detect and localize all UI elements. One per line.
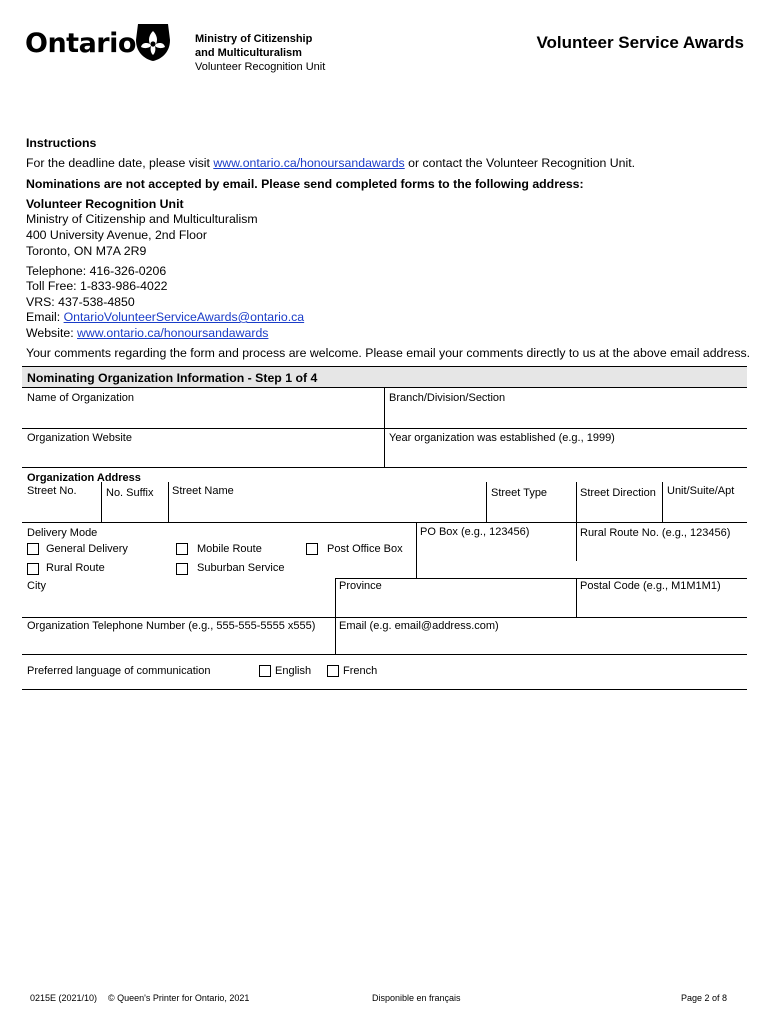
post-office-box-checkbox[interactable] — [306, 543, 318, 555]
divider — [22, 522, 747, 523]
mobile-route-label: Mobile Route — [197, 543, 262, 555]
english-label: English — [275, 665, 312, 677]
preferred-language-label: Preferred language of communication — [27, 665, 211, 677]
comments-text: Your comments regarding the form and process are welcome. Please email your comments directly to us at the above email address. — [26, 346, 751, 360]
street-no-label: Street No. — [27, 485, 77, 497]
rural-route-no-label: Rural Route No. (e.g., 123456) — [580, 527, 731, 539]
address-line1: Ministry of Citizenship and Multiculturalism — [26, 212, 258, 226]
divider — [168, 482, 169, 522]
website-prefix: Website: — [26, 326, 78, 340]
toll-free-text: Toll Free: 1-833-986-4022 — [26, 279, 168, 293]
divider — [22, 467, 747, 468]
name-of-organization-input[interactable] — [24, 406, 384, 428]
form-number: 0215E (2021/10) — [30, 993, 98, 1003]
divider — [662, 482, 663, 522]
divider — [336, 578, 747, 579]
general-delivery-checkbox[interactable] — [27, 543, 39, 555]
organization-telephone-label: Organization Telephone Number (e.g., 555-555-5555 x555) — [27, 620, 316, 632]
po-box-label: PO Box (e.g., 123456) — [420, 526, 530, 538]
ministry-name-line1: Ministry of Citizenship — [195, 33, 313, 45]
province-input[interactable] — [337, 595, 575, 617]
divider — [22, 617, 747, 618]
street-type-label: Street Type — [491, 487, 548, 499]
postal-code-input[interactable] — [578, 595, 746, 617]
no-suffix-label: No. Suffix — [106, 487, 154, 499]
delivery-mode-label: Delivery Mode — [27, 527, 98, 539]
divider — [22, 428, 747, 429]
honours-awards-link[interactable]: www.ontario.ca/honoursandawards — [213, 156, 405, 170]
address-line2: 400 University Avenue, 2nd Floor — [26, 228, 207, 242]
unit-suite-label: Unit/Suite/Apt — [667, 485, 735, 497]
divider — [416, 522, 417, 579]
no-suffix-input[interactable] — [103, 500, 167, 522]
suburban-service-label: Suburban Service — [197, 562, 285, 574]
organization-website-label: Organization Website — [27, 432, 132, 444]
rural-route-no-input[interactable] — [578, 542, 746, 578]
vrs-text: VRS: 437-538-4850 — [26, 295, 135, 309]
year-established-label: Year organization was established (e.g., 1999) — [389, 432, 615, 444]
street-direction-input[interactable] — [578, 500, 661, 522]
address-line3: Toronto, ON M7A 2R9 — [26, 244, 147, 258]
ontario-logo-text: Ontario — [25, 28, 136, 59]
email-prefix: Email: — [26, 310, 64, 324]
unit-suite-input[interactable] — [664, 500, 746, 522]
name-of-organization-label: Name of Organization — [27, 392, 134, 404]
rural-route-label: Rural Route — [46, 562, 105, 574]
ministry-name-line2: and Multiculturalism — [195, 47, 302, 59]
rural-route-checkbox[interactable] — [27, 563, 39, 575]
french-checkbox[interactable] — [327, 665, 339, 677]
postal-code-label: Postal Code (e.g., M1M1M1) — [580, 580, 721, 592]
unit-name: Volunteer Recognition Unit — [195, 61, 326, 73]
divider — [335, 578, 336, 654]
email-text — [26, 310, 304, 326]
street-no-input[interactable] — [24, 500, 100, 522]
english-checkbox[interactable] — [259, 665, 271, 677]
divider — [22, 654, 747, 655]
mobile-route-checkbox[interactable] — [176, 543, 188, 555]
branch-label: Branch/Division/Section — [389, 392, 506, 404]
city-input[interactable] — [24, 595, 334, 617]
deadline-prefix: For the deadline date, please visit — [26, 156, 214, 170]
email-label: Email (e.g. email@address.com) — [339, 620, 499, 632]
deadline-suffix: or contact the Volunteer Recognition Unit. — [404, 156, 636, 170]
french-available: Disponible en français — [372, 993, 461, 1003]
form-title: Volunteer Service Awards — [536, 33, 744, 52]
province-label: Province — [339, 580, 382, 592]
divider — [576, 578, 577, 618]
ontario-trillium-icon — [134, 22, 172, 62]
email-notice: Nominations are not accepted by email. Please send completed forms to the following address: — [26, 177, 584, 191]
street-type-input[interactable] — [488, 500, 574, 522]
divider — [22, 689, 747, 690]
deadline-text — [26, 156, 635, 172]
street-direction-label: Street Direction — [580, 487, 656, 499]
street-name-input[interactable] — [170, 500, 485, 522]
divider — [486, 482, 487, 522]
general-delivery-label: General Delivery — [46, 543, 128, 555]
telephone-text: Telephone: 416-326-0206 — [26, 264, 167, 278]
french-label: French — [343, 665, 378, 677]
section-title: Nominating Organization Information - Step 1 of 4 — [27, 371, 318, 385]
organization-address-heading: Organization Address — [27, 472, 141, 484]
instructions-heading: Instructions — [26, 136, 97, 150]
website-text — [26, 326, 268, 342]
page-number: Page 2 of 8 — [680, 993, 727, 1003]
suburban-service-checkbox[interactable] — [176, 563, 188, 575]
website-link[interactable]: www.ontario.ca/honoursandawards — [77, 326, 269, 340]
branch-input[interactable] — [386, 406, 746, 428]
po-box-input[interactable] — [418, 542, 575, 578]
organization-telephone-input[interactable] — [24, 635, 334, 653]
street-name-label: Street Name — [172, 485, 234, 497]
address-heading: Volunteer Recognition Unit — [26, 197, 184, 211]
organization-website-input[interactable] — [24, 446, 384, 466]
email-input[interactable] — [337, 635, 746, 653]
year-established-input[interactable] — [386, 446, 746, 466]
post-office-box-label: Post Office Box — [327, 543, 403, 555]
copyright: © Queen's Printer for Ontario, 2021 — [108, 993, 250, 1003]
divider — [101, 482, 102, 522]
email-link[interactable]: OntarioVolunteerServiceAwards@ontario.ca — [63, 310, 305, 324]
city-label: City — [27, 580, 46, 592]
